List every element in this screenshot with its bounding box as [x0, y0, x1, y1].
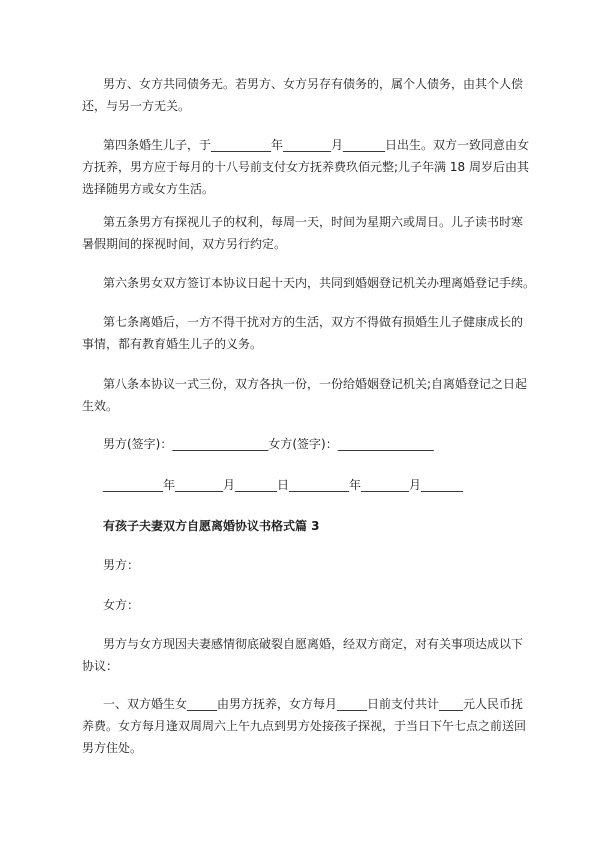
- date-line: __________年________月_______日__________年________月_______: [103, 478, 464, 492]
- paragraph-article-5: 第五条男方有探视儿子的权利，每周一天，时间为星期六或周日。儿子读书时寒暑假期间的探视时间，双方另行约定。: [82, 215, 524, 251]
- signature-line: 男方(签字)：________________女方(签字)：________________: [103, 437, 434, 451]
- paragraph-clause-1: 一、双方婚生女_____由男方抚养，女方每月_____日前支付共计____元人民币抚养费。女方每月逢双周周六上午九点到男方处接孩子探视，于当日下午七点之前送回男方住处。: [82, 697, 527, 755]
- paragraph-article-8: 第八条本协议一式三份，双方各执一份，一份给婚姻登记机关;自离婚登记之日起生效。: [82, 377, 528, 413]
- paragraph-article-7: 第七条离婚后，一方不得干扰对方的生活，双方不得做有损婚生儿子健康成长的事情，都有教育婚生儿子的义务。: [82, 315, 524, 351]
- paragraph-article-6: 第六条男女双方签订本协议日起十天内，共同到婚姻登记机关办理离婚登记手续。: [103, 276, 536, 290]
- female-party-label: 女方：: [103, 598, 140, 612]
- section-title: 有孩子夫妻双方自愿离婚协议书格式篇 3: [103, 519, 320, 533]
- paragraph-agreement-intro: 男方与女方现因夫妻感情彻底破裂自愿离婚，经双方商定，对有关事项达成以下协议：: [82, 637, 524, 673]
- male-party-label: 男方：: [103, 558, 140, 572]
- paragraph-article-4: 第四条婚生儿子，于__________年________月_______日出生。双方一致同意由女方抚养，男方应于每月的十八号前支付女方抚养费玖佰元整;儿子年满 18 周岁后由其选择随男方或女方生活。: [82, 138, 530, 196]
- paragraph-joint-debts: 男方、女方共同债务无。若男方、女方另存有债务的，属个人债务，由其个人偿还，与另一方无关。: [82, 77, 524, 113]
